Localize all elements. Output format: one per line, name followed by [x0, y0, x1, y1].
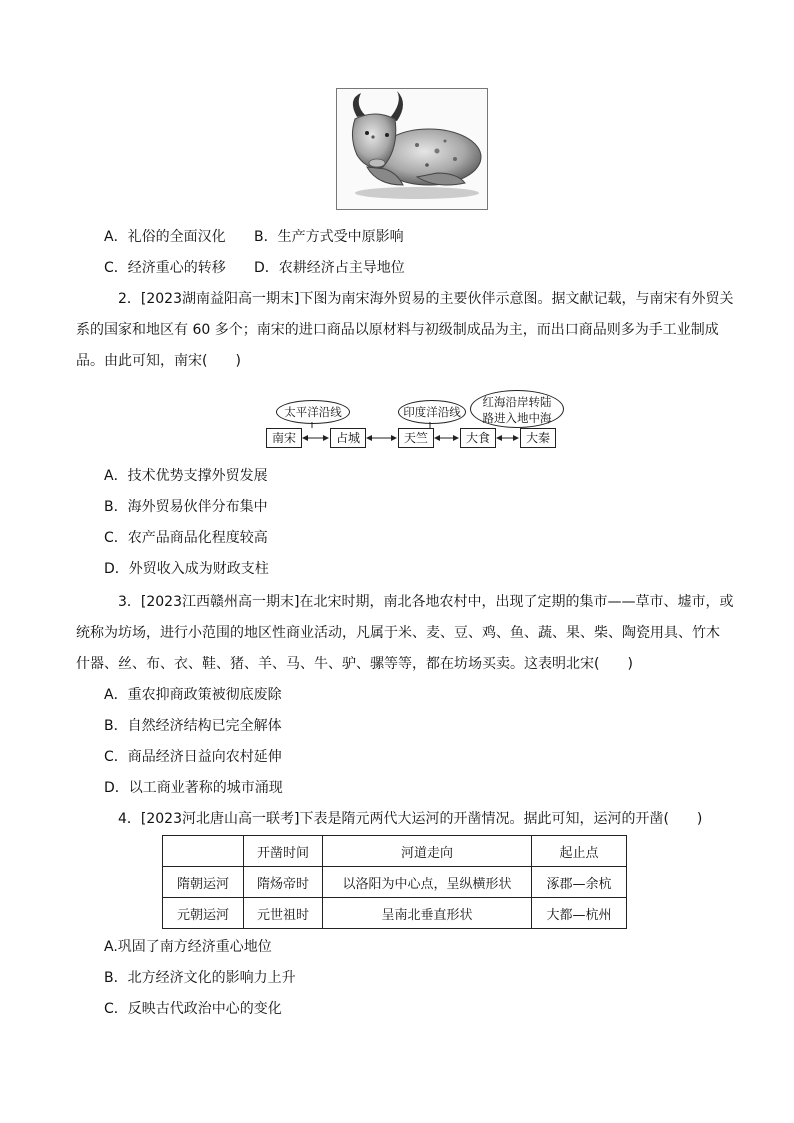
table-cell: 隋炀帝时 — [244, 867, 323, 898]
table-cell: 涿郡—余杭 — [532, 867, 627, 898]
table-cell: 元朝运河 — [163, 898, 244, 929]
ox-figure-drawing — [337, 89, 487, 209]
table-header-cell: 河道走向 — [323, 836, 532, 867]
q1-option-a: A．礼俗的全面汉化 — [104, 229, 226, 245]
q3-option-c: C．商品经济日益向农村延伸 — [104, 749, 282, 765]
q2-stem-line-2: 系的国家和地区有 60 多个；南宋的进口商品以原材料与初级制成品为主，而出口商品则多为手工业制成 — [76, 322, 719, 338]
q3-option-d: D．以工商业著称的城市涌现 — [104, 780, 283, 796]
q4-stem: 4．[2023河北唐山高一联考]下表是隋元两代大运河的开凿情况。据此可知，运河的开凿( ) — [118, 811, 703, 827]
table-header-cell: 起止点 — [532, 836, 627, 867]
route-pacific: 太平洋沿线 — [276, 400, 350, 424]
node-dashi: 大食 — [460, 428, 496, 448]
q4-option-a: A.巩固了南方经济重心地位 — [104, 939, 272, 955]
table-cell: 呈南北垂直形状 — [323, 898, 532, 929]
q2-option-a: A．技术优势支撑外贸发展 — [104, 468, 268, 484]
q2-stem-line-3: 品。由此可知，南宋( ) — [76, 353, 241, 369]
q4-option-b: B．北方经济文化的影响力上升 — [104, 970, 296, 986]
ox-sculpture-image — [336, 88, 488, 210]
table-header-cell — [163, 836, 244, 867]
table-cell: 大都—杭州 — [532, 898, 627, 929]
route-red-sea-line-1: 红海沿岸转陆 — [482, 395, 552, 409]
table-row — [163, 898, 627, 929]
q3-option-a: A．重农抑商政策被彻底废除 — [104, 687, 282, 703]
node-tianzhu: 天竺 — [398, 428, 434, 448]
table-cell: 隋朝运河 — [163, 867, 244, 898]
node-daqin: 大秦 — [520, 428, 556, 448]
node-nansong: 南宋 — [266, 428, 302, 448]
q2-stem-line-1: 2．[2023湖南益阳高一期末]下图为南宋海外贸易的主要伙伴示意图。据文献记载，与南宋有外贸关 — [118, 291, 734, 307]
q1-option-b: B．生产方式受中原影响 — [254, 229, 404, 245]
q2-option-d: D．外贸收入成为财政支柱 — [104, 561, 269, 577]
q3-option-b: B．自然经济结构已完全解体 — [104, 718, 282, 734]
q2-option-c: C．农产品商品化程度较高 — [104, 530, 268, 546]
q3-stem-line-2: 统称为坊场，进行小范围的地区性商业活动，凡属于米、麦、豆、鸡、鱼、蔬、果、柴、陶瓷用具、竹木 — [76, 625, 720, 641]
table-cell: 以洛阳为中心点，呈纵横形状 — [323, 867, 532, 898]
node-zhancheng: 占城 — [330, 428, 366, 448]
q1-option-d: D．农耕经济占主导地位 — [254, 260, 405, 276]
canal-table — [162, 835, 627, 929]
table-header-row — [163, 836, 627, 867]
q2-option-b: B．海外贸易伙伴分布集中 — [104, 499, 268, 515]
route-red-sea-line-2: 路进入地中海 — [482, 411, 552, 425]
q3-stem-line-1: 3．[2023江西赣州高一期末]在北宋时期，南北各地农村中，出现了定期的集市——草市、墟市，或 — [118, 594, 734, 610]
q3-stem-line-3: 什器、丝、布、衣、鞋、猪、羊、马、牛、驴、骡等等，都在坊场买卖。这表明北宋( ) — [76, 656, 633, 672]
table-cell: 元世祖时 — [244, 898, 323, 929]
route-indian-ocean: 印度洋沿线 — [398, 400, 466, 424]
table-row — [163, 867, 627, 898]
q4-option-c: C．反映古代政治中心的变化 — [104, 1001, 282, 1017]
q1-option-c: C．经济重心的转移 — [104, 260, 226, 276]
table-header-cell: 开凿时间 — [244, 836, 323, 867]
diagram-arrows — [260, 422, 570, 452]
